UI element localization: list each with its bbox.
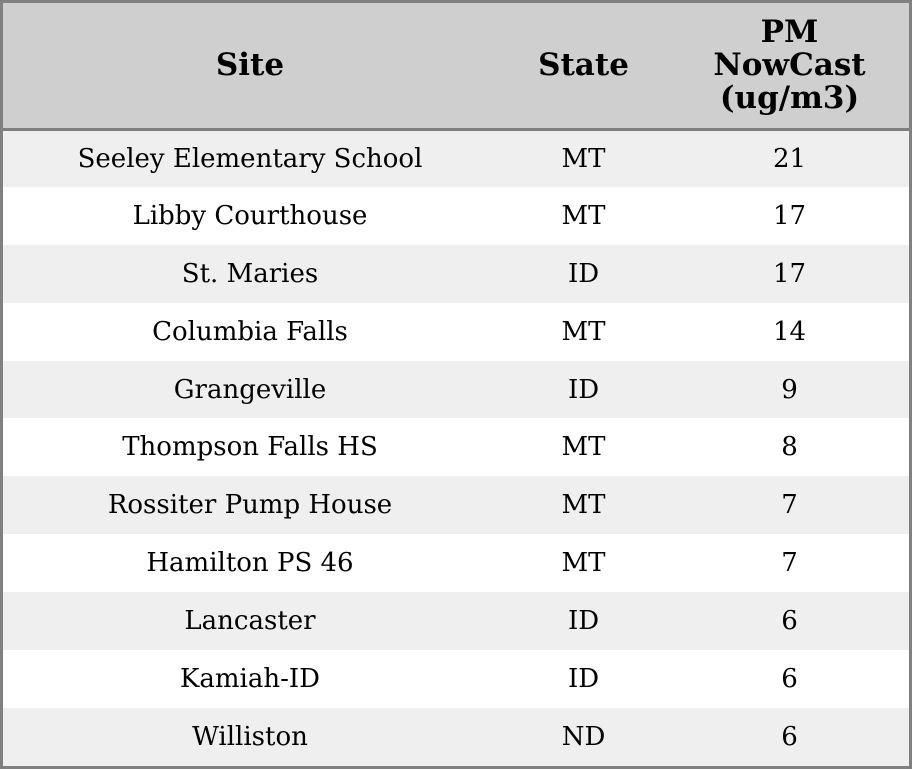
table-row — [3, 187, 909, 245]
column-header-site-label: Site — [215, 46, 285, 83]
table-header — [3, 3, 909, 129]
table-row — [3, 361, 909, 419]
table-row — [3, 650, 909, 708]
column-header-site — [3, 3, 497, 129]
pm-value-cell: 9 — [781, 374, 798, 405]
site-cell: Seeley Elementary School — [77, 143, 423, 174]
pm-value-cell: 8 — [781, 432, 798, 463]
state-cell: MT — [561, 432, 606, 463]
site-cell: Grangeville — [173, 374, 327, 405]
site-cell: Columbia Falls — [152, 316, 348, 347]
table-row — [3, 592, 909, 650]
state-cell: ND — [561, 721, 606, 752]
column-header-state-label: State — [538, 46, 629, 83]
state-cell: MT — [561, 316, 606, 347]
state-cell: ID — [567, 374, 600, 405]
state-cell: ID — [567, 258, 600, 289]
site-cell: Libby Courthouse — [132, 200, 368, 231]
site-cell: Rossiter Pump House — [107, 490, 393, 521]
pm-value-cell: 14 — [772, 316, 807, 347]
pm-value-cell: 21 — [772, 143, 807, 174]
site-cell: Lancaster — [184, 606, 316, 637]
site-cell: Williston — [192, 721, 308, 752]
pm-nowcast-table — [3, 3, 909, 766]
table-row — [3, 245, 909, 303]
pm-value-cell: 6 — [781, 721, 798, 752]
site-cell: Thompson Falls HS — [122, 432, 378, 463]
pm-value-cell: 17 — [772, 200, 807, 231]
state-cell: MT — [561, 143, 606, 174]
pm-value-cell: 7 — [781, 490, 798, 521]
column-header-state — [497, 3, 670, 129]
table-row — [3, 303, 909, 361]
column-header-pm-line-2: NowCast — [713, 46, 866, 83]
header-row — [3, 3, 909, 129]
site-cell: St. Maries — [181, 258, 319, 289]
table-row — [3, 476, 909, 534]
pm-value-cell: 17 — [772, 258, 807, 289]
table-body — [3, 129, 909, 766]
table-row — [3, 418, 909, 476]
state-cell: MT — [561, 490, 606, 521]
site-cell: Kamiah-ID — [179, 663, 321, 694]
column-header-pm-line-3: (ug/m3) — [719, 79, 860, 116]
table-row — [3, 708, 909, 766]
state-cell: ID — [567, 663, 600, 694]
site-cell: Hamilton PS 46 — [146, 548, 354, 579]
column-header-pm-line-1: PM — [760, 13, 819, 50]
pm-value-cell: 7 — [781, 548, 798, 579]
state-cell: MT — [561, 548, 606, 579]
column-header-pm — [670, 3, 909, 129]
table-row — [3, 534, 909, 592]
pm-value-cell: 6 — [781, 663, 798, 694]
state-cell: MT — [561, 200, 606, 231]
state-cell: ID — [567, 606, 600, 637]
pm-value-cell: 6 — [781, 606, 798, 637]
table-row — [3, 129, 909, 187]
